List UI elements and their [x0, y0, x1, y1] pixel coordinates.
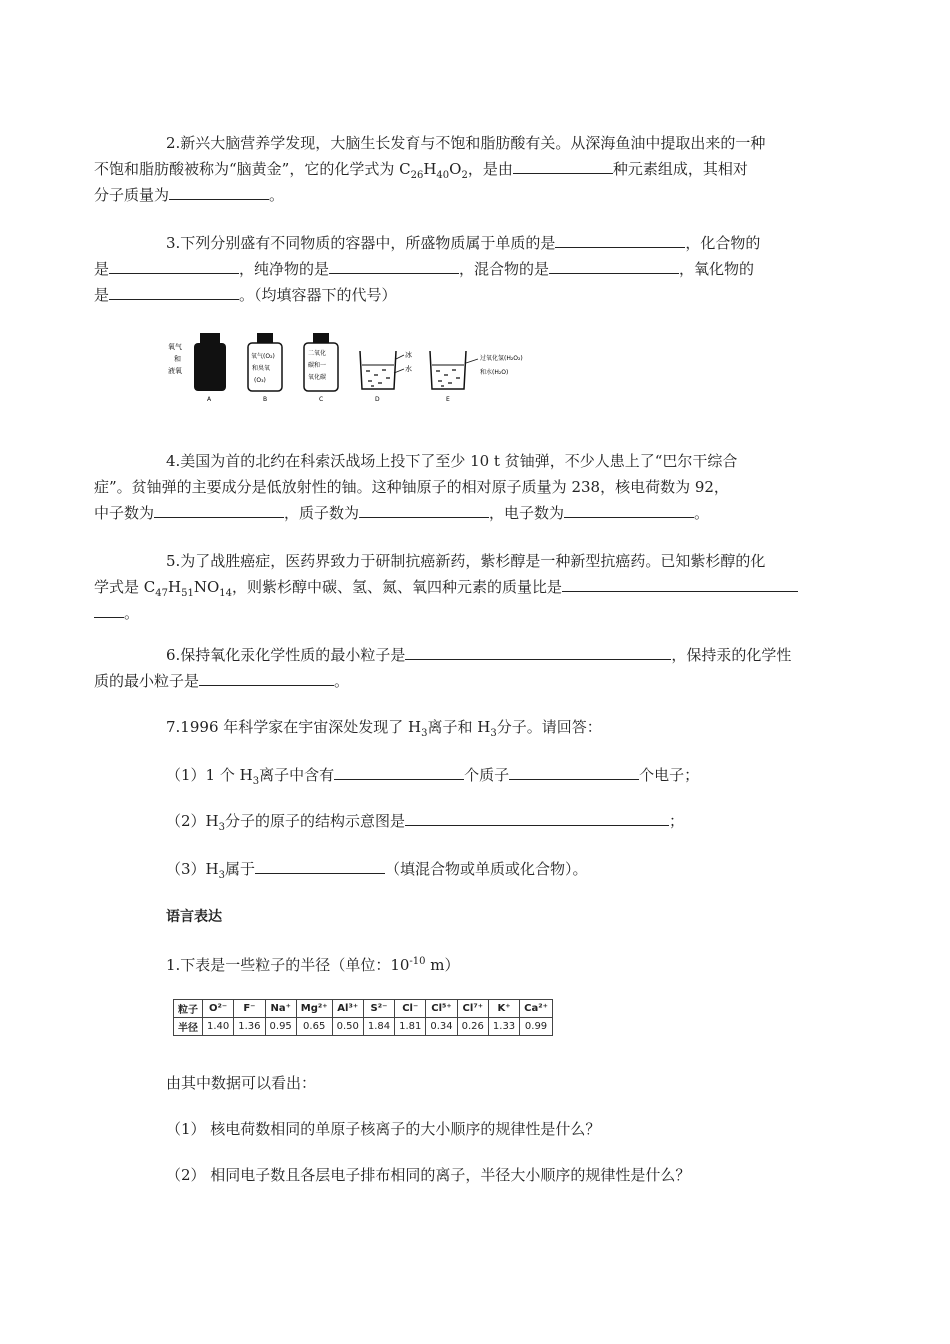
question-6: 6.保持氧化汞化学性质的最小粒子是 ，保持汞的化学性 质的最小粒子是 。: [130, 642, 850, 694]
answer-blank[interactable]: [109, 282, 239, 300]
answer-blank[interactable]: [109, 256, 239, 274]
language-question-1: 1.下表是一些粒子的半径（单位：$10^{-10}$ m）: [166, 956, 460, 974]
container-a: [168, 333, 226, 403]
svg-text:(O₃): (O₃): [254, 377, 266, 384]
svg-text:水: 水: [405, 365, 412, 373]
container-e: [430, 351, 523, 403]
svg-text:碳和一: 碳和一: [308, 362, 327, 369]
svg-text:和: 和: [174, 355, 181, 363]
answer-blank[interactable]: [509, 762, 639, 780]
svg-text:E: E: [446, 396, 450, 403]
svg-text:二氧化: 二氧化: [308, 350, 327, 357]
table-row: 半径 1.40 1.36 0.95 0.65 0.50 1.84 1.81 0.34 0.26 1.33 0.99: [174, 1018, 553, 1036]
table-row: 粒子 O²⁻ F⁻ Na⁺ Mg²⁺ Al³⁺ S²⁻ Cl⁻ Cl⁵⁺ Cl⁷⁺ K⁺ Ca²⁺: [174, 1000, 553, 1018]
question-4: 4.美国为首的北约在科索沃战场上投下了至少 10 t 贫铀弹，不少人患上了“巴尔干综合 症”。贫铀弹的主要成分是低放射性的铀。这种铀原子的相对原子质量为 238，核电荷数为 92， 中子数为 ，质子数为 ，电子数为 。: [94, 452, 738, 522]
answer-blank[interactable]: [169, 182, 269, 200]
question-2: 2.新兴大脑营养学发现，大脑生长发育与不饱和脂肪酸有关。从深海鱼油中提取出来的一种 不饱和脂肪酸被称为“脑黄金”，它的化学式为 $C_{26}H_{40}O_2$，是由 种元素组成，其相对 分子质量为 。: [94, 134, 766, 204]
observation-intro: 由其中数据可以看出：: [166, 1074, 317, 1092]
answer-blank[interactable]: [513, 156, 613, 174]
observation-question-1: （1） 核电荷数相同的单原子核离子的大小顺序的规律性是什么？: [166, 1120, 601, 1138]
svg-text:A: A: [207, 396, 212, 403]
radii-table: [173, 999, 553, 1036]
svg-text:和水(H₂O): 和水(H₂O): [480, 369, 509, 376]
svg-text:液氧: 液氧: [168, 367, 182, 375]
container-c: [304, 333, 338, 403]
answer-blank[interactable]: [562, 574, 798, 592]
svg-text:B: B: [263, 396, 268, 403]
answer-blank[interactable]: [154, 500, 284, 518]
question-7-part-1: （1）1 个 $H_3$离子中含有 个质子 个电子；: [166, 762, 846, 788]
svg-text:氧气(O₂): 氧气(O₂): [251, 353, 275, 360]
answer-blank[interactable]: [199, 668, 334, 686]
svg-text:过氧化氢(H₂O₂): 过氧化氢(H₂O₂): [480, 355, 523, 362]
answer-blank[interactable]: [255, 856, 385, 874]
question-7-part-3: $(3)H_3$属于 （填混合物或单质或化合物）。: [166, 856, 846, 882]
question-5: 5.为了战胜癌症，医药界致力于研制抗癌新药，紫杉醇是一种新型抗癌药。已知紫杉醇的化 学式是 $C_{47}H_{51}NO_{14}$，则紫杉醇中碳、氢、氮、氧四种元素的质量比是 。: [130, 548, 850, 626]
answer-blank[interactable]: [549, 256, 679, 274]
answer-blank[interactable]: [564, 500, 694, 518]
question-3: 3.下列分别盛有不同物质的容器中，所盛物质属于单质的是 ，化合物的 是 ，纯净物的是 ，混合物的是 ，氧化物的 是 。（均填容器下的代号）: [130, 230, 850, 308]
observation-question-2: （2） 相同电子数且各层电子排布相同的离子，半径大小顺序的规律性是什么？: [166, 1166, 691, 1184]
question-7-intro: 7.1996 年科学家在宇宙深处发现了 $H_3$离子和 $H_3$分子。请回答：: [166, 718, 602, 739]
svg-text:冰: 冰: [405, 351, 412, 359]
svg-text:C: C: [319, 396, 324, 403]
answer-blank[interactable]: [334, 762, 464, 780]
container-d: [360, 350, 412, 403]
answer-blank-continued[interactable]: [94, 600, 124, 618]
answer-blank[interactable]: [329, 256, 459, 274]
svg-text:D: D: [375, 396, 380, 403]
svg-text:氧气: 氧气: [168, 343, 182, 351]
answer-blank[interactable]: [555, 230, 685, 248]
containers-figure: [160, 325, 560, 407]
container-b: [248, 333, 282, 403]
svg-text:氧化碳: 氧化碳: [308, 374, 327, 381]
answer-blank[interactable]: [405, 808, 669, 826]
q2-text: 2.新兴大脑营养学发现，大脑生长发育与不饱和脂肪酸有关。从深海鱼油中提取出来的一种: [166, 134, 766, 152]
answer-blank[interactable]: [359, 500, 489, 518]
section-heading: 语言表达: [166, 909, 222, 925]
svg-text:和臭氧: 和臭氧: [252, 365, 271, 372]
answer-blank[interactable]: [405, 642, 671, 660]
question-7-part-2: $(2)H_3$分子的原子的结构示意图是 ；: [166, 808, 846, 834]
